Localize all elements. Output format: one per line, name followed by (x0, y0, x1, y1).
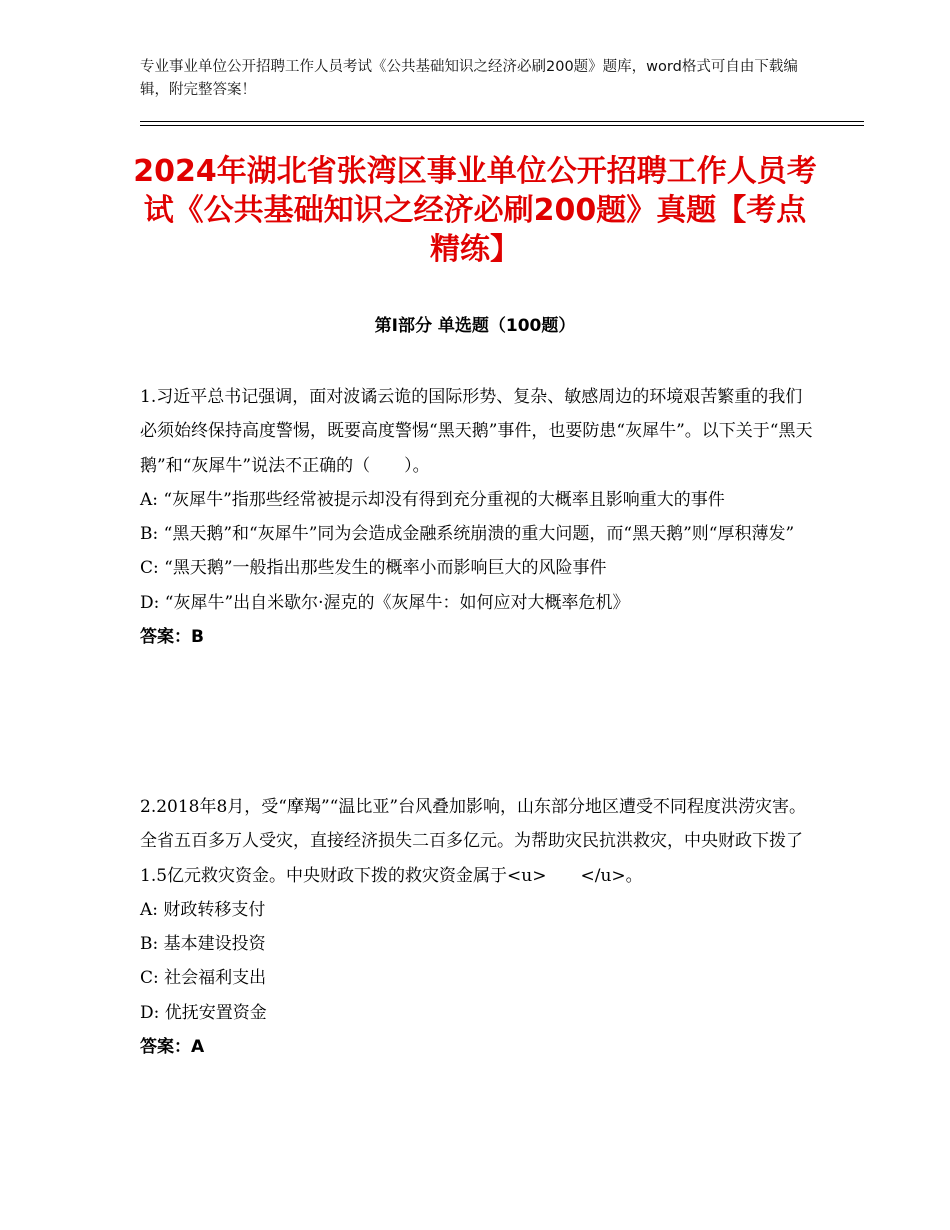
answer: 答案：A (140, 1037, 205, 1058)
option-a: A: “灰犀牛”指那些经常被提示却没有得到充分重视的大概率且影响重大的事件 (140, 489, 725, 510)
section-heading: 第Ⅰ部分 单选题（100题） (374, 316, 576, 336)
header-divider-bottom (140, 125, 864, 126)
question-1 (140, 380, 815, 654)
option-a: A: 财政转移支付 (140, 899, 266, 920)
option-d: D: “灰犀牛”出自米歇尔·渥克的《灰犀牛：如何应对大概率危机》 (140, 592, 630, 613)
option-c: C: “黑天鹅”一般指出那些发生的概率小而影响巨大的风险事件 (140, 558, 607, 579)
option-d: D: 优抚安置资金 (140, 1002, 267, 1023)
header-note: 专业事业单位公开招聘工作人员考试《公共基础知识之经济必刷200题》题库，word格式可自由下载编辑，附完整答案！ (140, 59, 798, 98)
document-title: 2024年湖北省张湾区事业单位公开招聘工作人员考试《公共基础知识之经济必刷200题》真题【考点精练】 (133, 154, 817, 267)
question-2 (140, 790, 815, 1064)
option-b: B: 基本建设投资 (140, 934, 266, 955)
question-stem: 2.2018年8月，受“摩羯”“温比亚”台风叠加影响，山东部分地区遭受不同程度洪涝灾害。全省五百多万人受灾，直接经济损失二百多亿元。为帮助灾民抗洪救灾，中央财政下拨了1.5亿元救灾资金。中央财政下拨的救灾资金属于<u> </u>。 (140, 797, 807, 886)
header-divider-top (140, 121, 864, 122)
option-c: C: 社会福利支出 (140, 968, 267, 989)
answer: 答案：B (140, 627, 204, 648)
option-b: B: “黑天鹅”和“灰犀牛”同为会造成金融系统崩溃的重大问题，而“黑天鹅”则“厚积薄发” (140, 524, 795, 545)
question-stem: 1.习近平总书记强调，面对波谲云诡的国际形势、复杂、敏感周边的环境艰苦繁重的我们必须始终保持高度警惕，既要高度警惕“黑天鹅”事件，也要防患“灰犀牛”。以下关于“黑天鹅”和“灰犀牛”说法不正确的（ ）。 (140, 387, 813, 476)
